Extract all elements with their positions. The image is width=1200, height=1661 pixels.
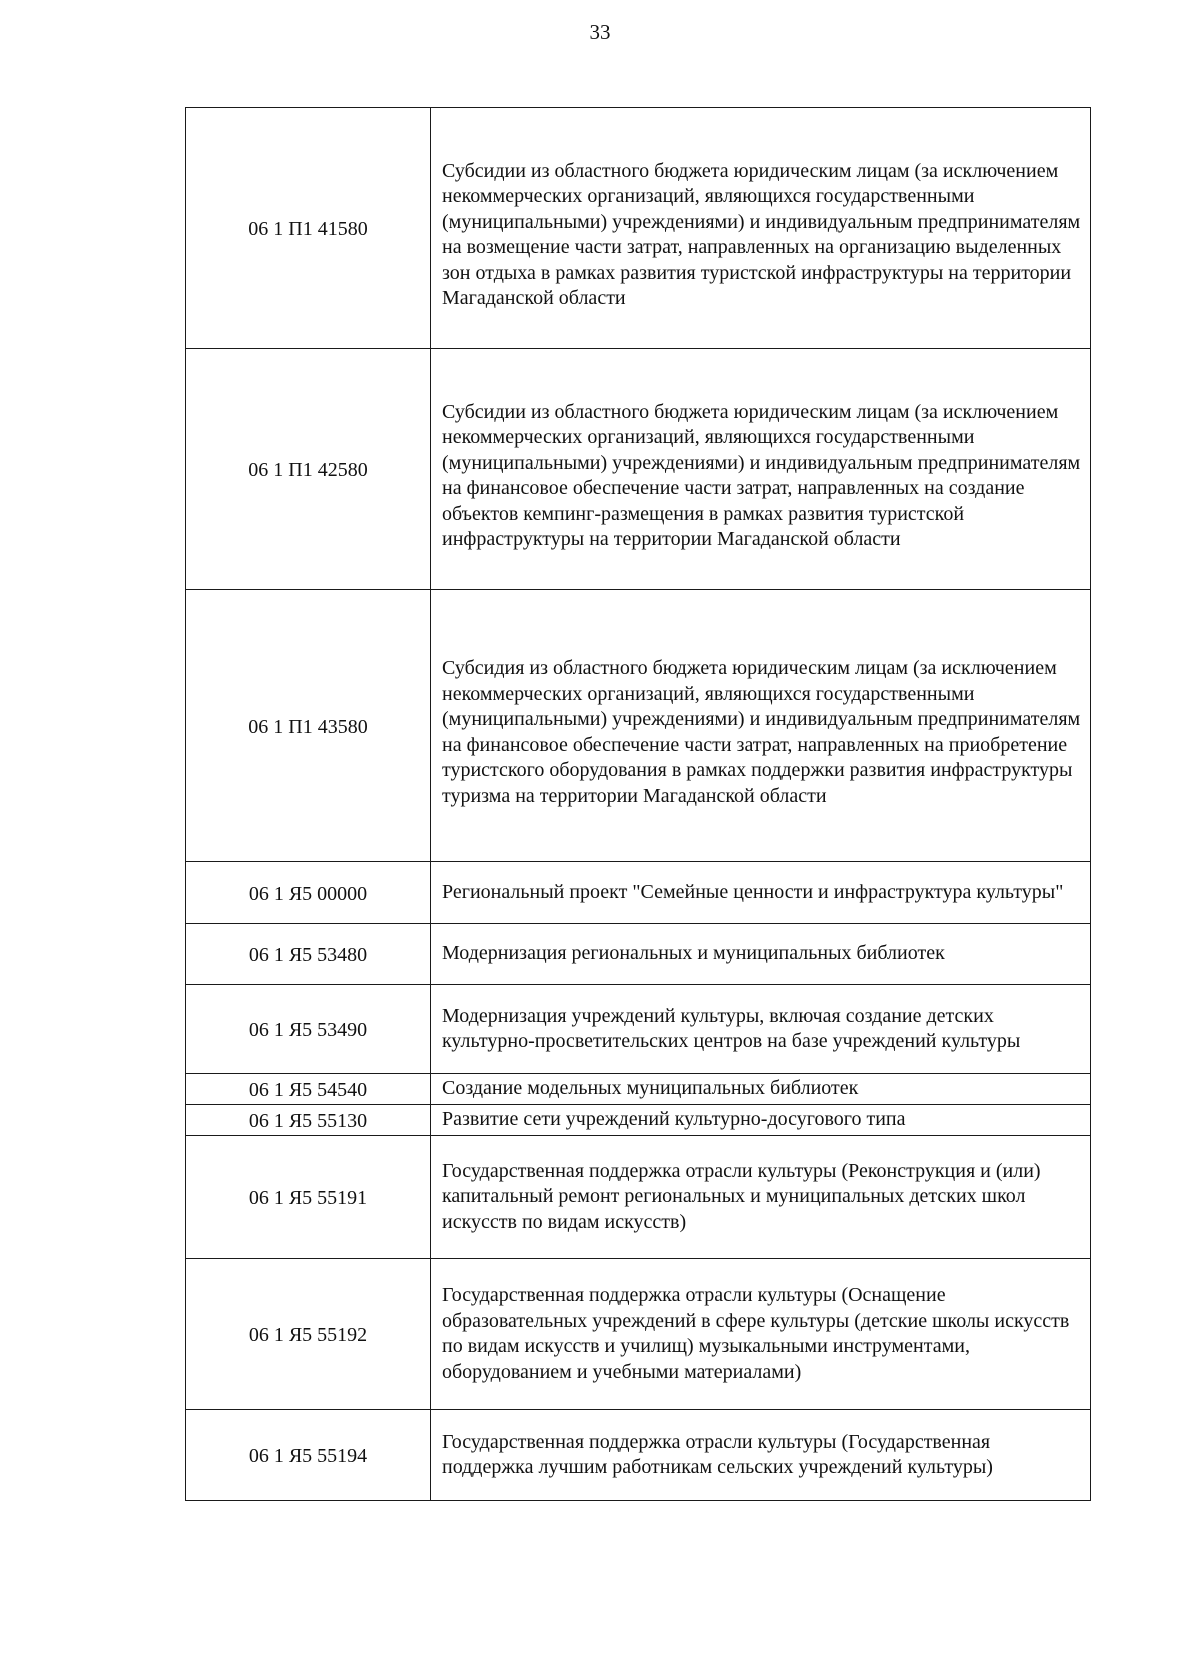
description-cell (431, 349, 1091, 590)
code-cell: 06 1 Я5 55194 (186, 1410, 431, 1501)
code-cell: 06 1 Я5 53490 (186, 985, 431, 1074)
code-cell: 06 1 Я5 00000 (186, 862, 431, 924)
description-cell (431, 590, 1091, 862)
description-cell (431, 1259, 1091, 1410)
description-cell (431, 862, 1091, 924)
table-row (186, 924, 1091, 985)
description-text: Государственная поддержка отрасли культуры (Реконструкция и (или) капитальный ремонт региональных и муниципальных детских школ искусств по видам искусств) (442, 1159, 1041, 1233)
description-cell (431, 985, 1091, 1074)
code-cell: 06 1 Я5 53480 (186, 924, 431, 985)
page-number: 33 (589, 20, 611, 44)
code-cell: 06 1 П1 41580 (186, 108, 431, 349)
description-cell (431, 924, 1091, 985)
code-cell: 06 1 Я5 54540 (186, 1074, 431, 1105)
description-text: Государственная поддержка отрасли культуры (Оснащение образовательных учреждений в сфере культуры (детские школы искусств по видам искусств и училищ) музыкальными инструментами, оборудованием и учебными материалами) (442, 1284, 1070, 1383)
budget-code-table (185, 107, 1091, 1501)
description-text: Субсидии из областного бюджета юридическим лицам (за исключением некоммерческих организаций, являющихся государственными (муниципальными) учреждениями) и индивидуальным предпринимателям на возмещение части затрат, направленных на организацию выделенных зон отдыха в рамках развития туристской инфраструктуры на территории Магаданской области (442, 159, 1081, 309)
table-row (186, 1136, 1091, 1259)
description-cell (431, 1074, 1091, 1105)
table-row (186, 862, 1091, 924)
description-text: Создание модельных муниципальных библиотек (442, 1077, 859, 1100)
table-row (186, 1074, 1091, 1105)
table-row (186, 1105, 1091, 1136)
table-row (186, 590, 1091, 862)
description-text: Модернизация учреждений культуры, включая создание детских культурно-просветительских центров на базе учреждений культуры (442, 1004, 1021, 1052)
description-text: Модернизация региональных и муниципальных библиотек (442, 942, 945, 965)
code-cell: 06 1 П1 42580 (186, 349, 431, 590)
description-text: Государственная поддержка отрасли культуры (Государственная поддержка лучшим работникам сельских учреждений культуры) (442, 1430, 993, 1478)
table-row (186, 349, 1091, 590)
table-row (186, 1259, 1091, 1410)
code-cell: 06 1 Я5 55192 (186, 1259, 431, 1410)
code-cell: 06 1 Я5 55130 (186, 1105, 431, 1136)
table-row (186, 985, 1091, 1074)
description-text: Региональный проект "Семейные ценности и инфраструктура культуры" (442, 880, 1064, 903)
description-cell (431, 1410, 1091, 1501)
table-row (186, 108, 1091, 349)
description-text: Субсидия из областного бюджета юридическим лицам (за исключением некоммерческих организаций, являющихся государственными (муниципальными) учреждениями) и индивидуальным предпринимателям на финансовое обеспечение части затрат, направленных на приобретение туристского оборудования в рамках поддержки развития инфраструктуры туризма на территории Магаданской области (442, 657, 1081, 807)
code-cell: 06 1 Я5 55191 (186, 1136, 431, 1259)
description-cell (431, 1105, 1091, 1136)
description-text: Субсидии из областного бюджета юридическим лицам (за исключением некоммерческих организаций, являющихся государственными (муниципальными) учреждениями) и индивидуальным предпринимателям на финансовое обеспечение части затрат, направленных на создание объектов кемпинг-размещения в рамках развития туристской инфраструктуры на территории Магаданской области (442, 400, 1081, 550)
description-cell (431, 1136, 1091, 1259)
description-cell (431, 108, 1091, 349)
description-text: Развитие сети учреждений культурно-досугового типа (442, 1108, 906, 1131)
code-cell: 06 1 П1 43580 (186, 590, 431, 862)
table-row (186, 1410, 1091, 1501)
